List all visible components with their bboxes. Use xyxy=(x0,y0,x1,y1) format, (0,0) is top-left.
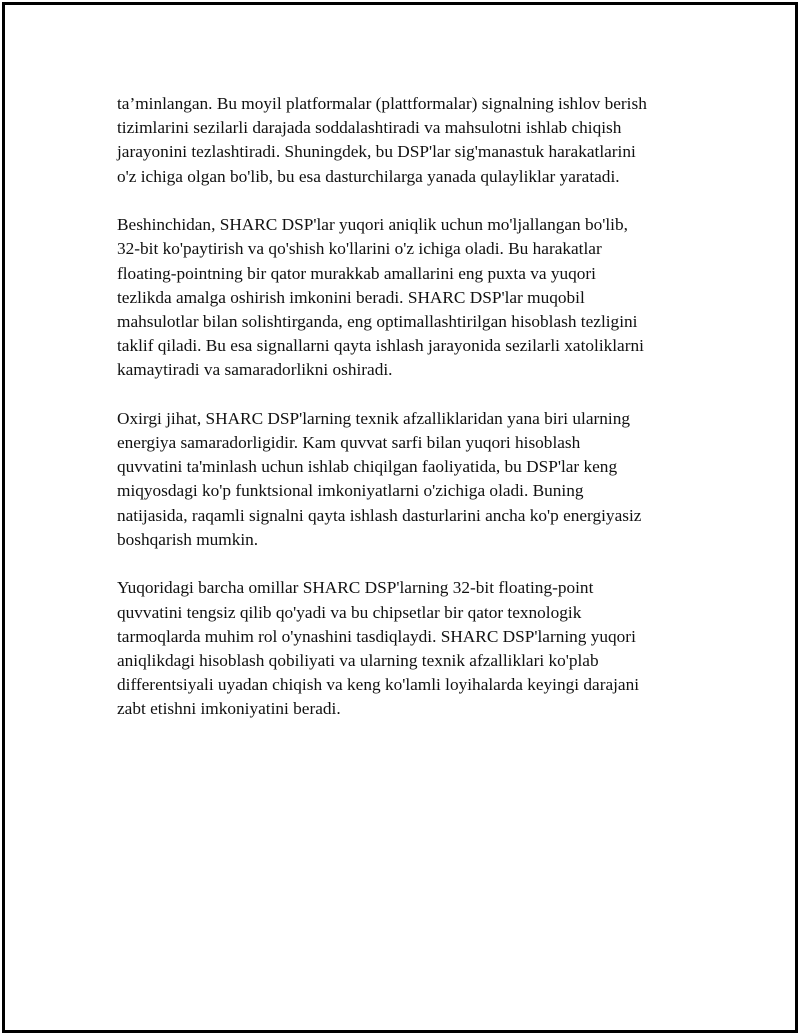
text-line: jarayonini tezlashtiradi. Shuningdek, bu DSP'lar sig'manastuk harakatlarini xyxy=(117,142,636,162)
paragraph xyxy=(117,92,707,189)
text-line: ta’minlangan. Bu moyil platformalar (plattformalar) signalning ishlov berish xyxy=(117,94,647,113)
text-line: mahsulotlar bilan solishtirganda, eng optimallashtirilgan hisoblash tezligini xyxy=(117,311,638,331)
text-line: natijasida, raqamli signalni qayta ishlash dasturlarini ancha ko'p energiyasiz xyxy=(117,505,642,525)
text-line: Beshinchidan, SHARC DSP'lar yuqori aniqlik uchun mo'ljallangan bo'lib, xyxy=(117,215,628,235)
text-line: floating-pointning bir qator murakkab amallarini eng puxta va yuqori xyxy=(117,263,596,283)
text-line: o'z ichiga olgan bo'lib, bu esa dasturchilarga yanada qulayliklar yaratadi. xyxy=(117,166,620,186)
text-line: Oxirgi jihat, SHARC DSP'larning texnik afzalliklaridan yana biri ularning xyxy=(117,408,630,428)
text-line: tarmoqlarda muhim rol o'ynashini tasdiqlaydi. SHARC DSP'larning yuqori xyxy=(117,626,636,646)
document-body xyxy=(117,92,707,746)
text-line: differentsiyali uyadan chiqish va keng ko'lamli loyihalarda keyingi darajani xyxy=(117,675,640,695)
text-line: tizimlarini sezilarli darajada soddalashtiradi va mahsulotni ishlab chiqish xyxy=(117,118,622,138)
paragraph xyxy=(117,576,707,721)
text-line: tezlikda amalga oshirish imkonini beradi. SHARC DSP'lar muqobil xyxy=(117,287,585,307)
text-line: zabt etishni imkoniyatini beradi. xyxy=(117,699,341,719)
text-line: boshqarish mumkin. xyxy=(117,529,259,549)
text-line: aniqlikdagi hisoblash qobiliyati va ularning texnik afzalliklari ko'plab xyxy=(117,650,599,670)
text-line: taklif qiladi. Bu esa signallarni qayta ishlash jarayonida sezilarli xatoliklarni xyxy=(117,336,644,356)
text-line: energiya samaradorligidir. Kam quvvat sarfi bilan yuqori hisoblash xyxy=(117,433,581,453)
text-line: 32-bit ko'paytirish va qo'shish ko'llarini o'z ichiga oladi. Bu harakatlar xyxy=(117,239,602,259)
text-line: quvvatini ta'minlash uchun ishlab chiqilgan faoliyatida, bu DSP'lar keng xyxy=(117,457,618,477)
text-line: miqyosdagi ko'p funktsional imkoniyatlarni o'zichiga oladi. Buning xyxy=(117,481,584,501)
paragraph xyxy=(117,407,707,552)
text-line: quvvatini tengsiz qilib qo'yadi va bu chipsetlar bir qator texnologik xyxy=(117,602,582,622)
paragraph xyxy=(117,213,707,382)
text-line: Yuqoridagi barcha omillar SHARC DSP'larning 32-bit floating-point xyxy=(117,578,594,598)
text-line: kamaytiradi va samaradorlikni oshiradi. xyxy=(117,360,393,380)
